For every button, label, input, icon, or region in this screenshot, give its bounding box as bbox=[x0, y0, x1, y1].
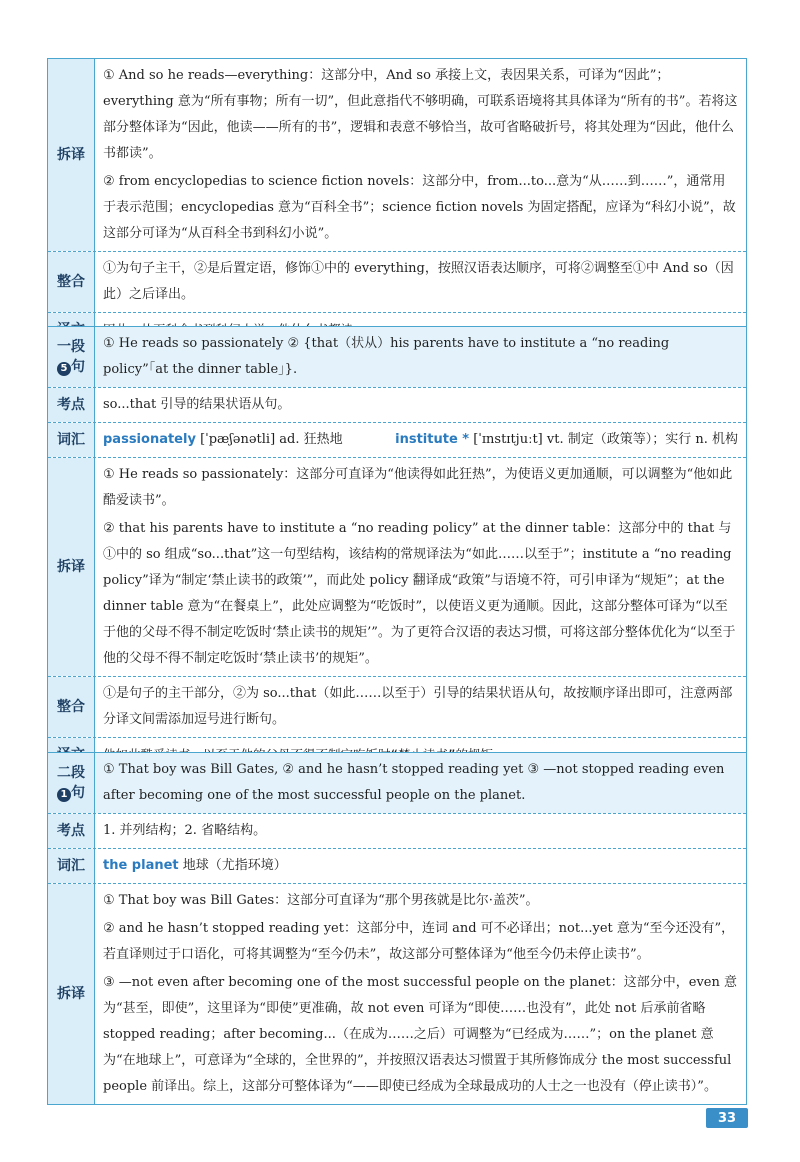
sentence-label-suffix: 句 bbox=[71, 359, 85, 375]
kaodian-label: 考点 bbox=[48, 388, 95, 422]
section-label bbox=[48, 753, 95, 813]
kaodian-content: so...that 引导的结果状语从句。 bbox=[103, 397, 291, 412]
chaiyi-para-2: ② from encyclopedias to science fiction novels：这部分中，from...to...意为“从……到……”，通常用于表示范围；encyclopedias 意为“百科全书”；science fiction novels 为固定搭配，应译为“科幻小说”，故这部分可译为“从百科全书到科幻小说”。 bbox=[103, 174, 736, 241]
kaodian-row bbox=[48, 813, 746, 848]
sentence-label-suffix: 句 bbox=[71, 785, 85, 801]
cihui-label: 词汇 bbox=[48, 423, 95, 457]
vocab-def-1: [ˈpæʃənətli] ad. 狂热地 bbox=[195, 432, 343, 447]
zhenghe-label: 整合 bbox=[48, 677, 95, 737]
section-label-bottom bbox=[57, 357, 85, 377]
analysis-block-3 bbox=[47, 752, 747, 1105]
sentence-content: ① That boy was Bill Gates, ② and he hasn’t stopped reading yet ③ —not stopped reading even after becoming one of the most successful people on the planet. bbox=[103, 762, 725, 803]
kaodian-content: 1. 并列结构；2. 省略结构。 bbox=[103, 823, 267, 838]
chaiyi-row bbox=[48, 457, 746, 676]
sentence-number-badge: 1 bbox=[57, 788, 71, 802]
section-label bbox=[48, 327, 95, 387]
chaiyi-para-3: ③ —not even after becoming one of the most successful people on the planet：这部分中，even 意为“甚至，即使”，这里译为“即使”更准确，故 not even 可译为“即使……也没有”，此处 not 后承前省略 stopped reading；after becoming...（在成为……之后）可调整为“已经成为……”；on the planet 意为“在地球上”，可意译为“全球的，全世界的”，并按照汉语表达习惯置于其所修饰成分 the most successful people 前译出。综上，这部分可整体译为“——即使已经成为全球最成功的人士之一也没有（停止读书）”。 bbox=[103, 975, 738, 1094]
chaiyi-para-1: ① And so he reads—everything：这部分中，And so 承接上文，表因果关系，可译为“因此”；everything 意为“所有事物；所有一切”，但此意指代不够明确，可联系语境将其具体译为“所有的书”。若将这部分整体译为“因此，他读——所有的书”，逻辑和表意不够恰当，故可省略破折号，将其处理为“因此，他什么书都读”。 bbox=[103, 68, 738, 161]
chaiyi-para-1: ① He reads so passionately：这部分可直译为“他读得如此狂热”，为使语义更加通顺，可以调整为“他如此酷爱读书”。 bbox=[103, 467, 733, 508]
cihui-row bbox=[48, 422, 746, 457]
analysis-block-1 bbox=[47, 58, 747, 348]
kaodian-row bbox=[48, 387, 746, 422]
cihui-row bbox=[48, 848, 746, 883]
cihui-content bbox=[95, 849, 746, 883]
zhenghe-row bbox=[48, 676, 746, 737]
vocab-entry-2 bbox=[395, 427, 738, 453]
zhenghe-label: 整合 bbox=[48, 252, 95, 312]
chaiyi-para-1: ① That boy was Bill Gates：这部分可直译为“那个男孩就是比尔·盖茨”。 bbox=[103, 893, 539, 908]
analysis-block-2 bbox=[47, 326, 747, 773]
section-label-bottom bbox=[57, 783, 85, 803]
sentence-row bbox=[48, 753, 746, 813]
sentence-content: ① He reads so passionately ② {that（状从）his parents have to institute a “no reading policy”「at the dinner table」}. bbox=[103, 336, 670, 377]
vocab-def-1: 地球（尤指环境） bbox=[178, 858, 287, 873]
cihui-content bbox=[95, 423, 746, 457]
vocab-def-2: [ˈɪnstɪtjuːt] vt. 制定（政策等）；实行 n. 机构 bbox=[469, 432, 738, 447]
kaodian-label: 考点 bbox=[48, 814, 95, 848]
sentence-row bbox=[48, 327, 746, 387]
section-label-top: 一段 bbox=[57, 339, 85, 355]
page-number: 33 bbox=[706, 1108, 748, 1128]
vocab-word-1: passionately bbox=[103, 432, 196, 447]
chaiyi-label: 拆译 bbox=[48, 884, 95, 1104]
chaiyi-para-2: ② that his parents have to institute a “no reading policy” at the dinner table：这部分中的 that 与①中的 so 组成“so...that”这一句型结构，该结构的常规译法为“如此……以至于”；institute a “no reading policy”译为“制定‘禁止读书的政策’”，而此处 policy 翻译成“政策”与语境不符，可引申译为“规矩”；at the dinner table 意为“在餐桌上”，此处应调整为“吃饭时”，以使语义更为通顺。因此，这部分整体可译为“以至于他的父母不得不制定吃饭时‘禁止读书的规矩’”。为了更符合汉语的表达习惯，可将这部分整体优化为“以至于他的父母不得不制定吃饭时‘禁止读书’的规矩”。 bbox=[103, 521, 736, 666]
zhenghe-content: ①为句子主干，②是后置定语，修饰①中的 everything，按照汉语表达顺序，可将②调整至①中 And so（因此）之后译出。 bbox=[103, 261, 734, 302]
chaiyi-content bbox=[95, 59, 746, 251]
chaiyi-label: 拆译 bbox=[48, 458, 95, 676]
chaiyi-para-2: ② and he hasn’t stopped reading yet：这部分中，连词 and 可不必译出；not...yet 意为“至今还没有”，若直译则过于口语化，可将其调整为“至今仍未”，故这部分可整体译为“他至今仍未停止读书”。 bbox=[103, 921, 735, 962]
vocab-entry-1 bbox=[103, 427, 343, 453]
chaiyi-row bbox=[48, 883, 746, 1104]
chaiyi-content bbox=[95, 458, 746, 676]
zhenghe-row bbox=[48, 251, 746, 312]
sentence-number-badge: 5 bbox=[57, 362, 71, 376]
vocab-word-1: the planet bbox=[103, 858, 179, 873]
zhenghe-content: ①是句子的主干部分，②为 so...that（如此……以至于）引导的结果状语从句，故按顺序译出即可，注意两部分译文间需添加逗号进行断句。 bbox=[103, 686, 733, 727]
vocab-word-2: institute * bbox=[395, 432, 470, 447]
chaiyi-content bbox=[95, 884, 746, 1104]
chaiyi-label: 拆译 bbox=[48, 59, 95, 251]
section-label-top: 二段 bbox=[57, 765, 85, 781]
cihui-label: 词汇 bbox=[48, 849, 95, 883]
chaiyi-row bbox=[48, 59, 746, 251]
